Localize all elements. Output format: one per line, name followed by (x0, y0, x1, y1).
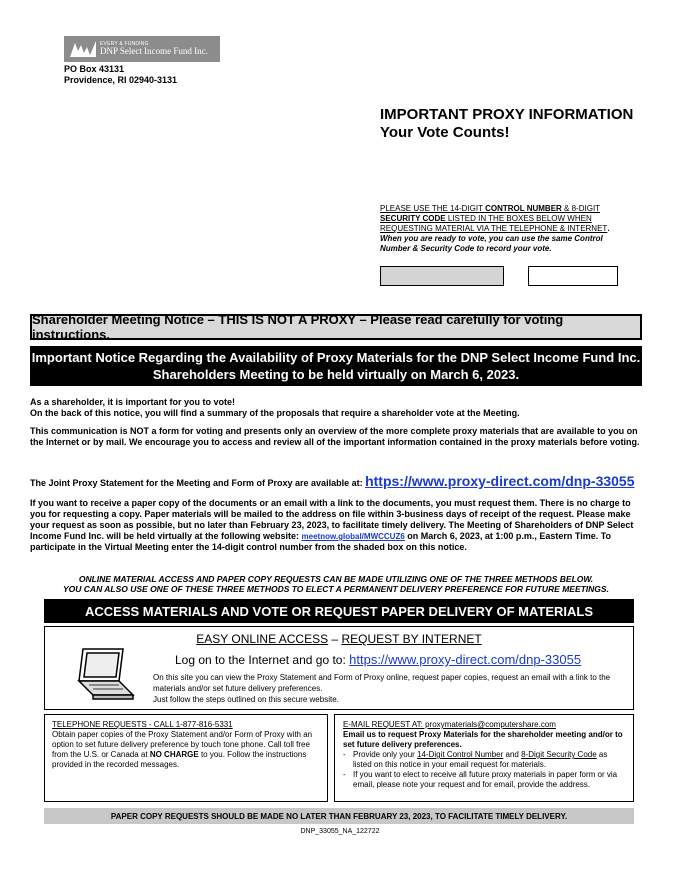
logo-mark-icon (70, 41, 96, 57)
availability-text: The Joint Proxy Statement for the Meeting and Form of Proxy are available at: (30, 478, 366, 488)
instructions-control-number: CONTROL NUMBER (485, 204, 562, 213)
email-request-box (334, 714, 634, 802)
address-line-2: Providence, RI 02940-3131 (64, 75, 178, 85)
telephone-title: TELEPHONE REQUESTS - CALL 1-877-816-5331 (52, 720, 233, 729)
paper-deadline-bar: PAPER COPY REQUESTS SHOULD BE MADE NO LATER THAN FEBRUARY 23, 2023, TO FACILITATE TIMELY DELIVERY. (44, 808, 634, 824)
telephone-no-charge: NO CHARGE (149, 750, 199, 759)
mailing-address (64, 64, 177, 86)
paper-copy-paragraph (30, 498, 642, 553)
email-bullet-2 (343, 770, 625, 790)
online-access-heading (45, 632, 633, 646)
bullet-dash: - (343, 750, 346, 759)
availability-banner-line-2: Shareholders Meeting to be held virtually on March 6, 2023. (152, 367, 520, 382)
telephone-text-2: to you. Follow the instructions provided in the recorded messages. (52, 750, 307, 769)
online-heading-sep: – (328, 632, 342, 646)
proxy-title-line-1: IMPORTANT PROXY INFORMATION (380, 106, 634, 123)
security-code-box (528, 266, 618, 286)
paper-copy-text-b: on March 6, 2023, at 1:00 p.m., Eastern Time. To participate in the Virtual Meeting enter the 14-digit control number from the shaded box on this notice. (30, 531, 612, 552)
instructions-period: . (607, 224, 610, 233)
online-logon-line (175, 652, 581, 667)
email-b1-security: 8-Digit Security Code (521, 750, 597, 759)
online-heading-right: REQUEST BY INTERNET (341, 632, 482, 646)
code-instructions (380, 204, 620, 254)
paper-copy-text-a: If you want to receive a paper copy of the documents or an email with a link to the documents, you must request them. There is no charge to you for requesting a copy. Paper materials will be mailed to the address on file within 3-business days of receipt of the request. Please make your request as soon as possible, but no later than February 23, 2023, to facilitate timely delivery. The Meeting of Shareholders of DNP Select Income Fund Inc. will be held virtually at the following website: (30, 498, 634, 541)
intro-line-2: On the back of this notice, you will find a summary of the proposals that require a shareholder vote at the Meeting. (30, 408, 520, 418)
instructions-part-2: & 8-DIGIT (561, 204, 601, 213)
logo-tagline: EVERY & FUNDING (100, 41, 149, 47)
online-description (153, 672, 623, 705)
instructions-security-code: SECURITY CODE (380, 214, 446, 223)
online-proxy-link[interactable]: https://www.proxy-direct.com/dnp-33055 (349, 652, 582, 667)
access-materials-banner: ACCESS MATERIALS AND VOTE OR REQUEST PAPER DELIVERY OF MATERIALS (44, 599, 634, 623)
intro-line-1: As a shareholder, it is important for you to vote! (30, 397, 236, 407)
control-number-box (380, 266, 504, 286)
methods-note (30, 574, 642, 594)
availability-paragraph (30, 474, 642, 490)
document-code: DNP_33055_NA_122722 (300, 828, 380, 835)
online-description-1: On this site you can view the Proxy Statement and Form of Proxy online, request paper copies, request an email with a link to the materials and/or set future delivery preferences. (153, 673, 611, 693)
overview-paragraph: This communication is NOT a form for voting and presents only an overview of the more complete proxy materials that are available to you on the Internet or by mail. We encourage you to access and review all of the important information contained in the proxy materials before voting. (30, 426, 640, 447)
fund-logo (64, 36, 220, 62)
email-b2-text: If you want to elect to receive all future proxy materials in paper form or via email, please note your request and for email, provide the address. (353, 770, 618, 789)
proxy-title-line-2: Your Vote Counts! (380, 124, 510, 141)
laptop-icon (75, 647, 137, 703)
email-bullet-1 (343, 750, 625, 770)
email-b1-control: 14-Digit Control Number (417, 750, 504, 759)
online-description-2: Just follow the steps outlined on this secure website. (153, 695, 339, 704)
email-b1-text-a: Provide only your (353, 750, 418, 759)
telephone-request-box (44, 714, 328, 802)
meetnow-link[interactable]: meetnow.global/MWCCUZ6 (301, 532, 405, 541)
telephone-text-1: Obtain paper copies of the Proxy Statement and/or Form of Proxy with an option to set future delivery preference by touch tone phone. Call toll free from the U.S. or Canada at (52, 730, 313, 759)
telephone-text (52, 730, 320, 770)
proxy-title (380, 106, 633, 142)
bullet-dash: - (343, 770, 346, 779)
email-instruction: Email us to request Proxy Materials for the shareholder meeting and/or to set future delivery preferences. (343, 730, 623, 749)
shareholder-notice-bar: Shareholder Meeting Notice – THIS IS NOT A PROXY – Please read carefully for voting instructions. (30, 314, 642, 340)
online-logon-text: Log on to the Internet and go to: (175, 653, 350, 667)
instructions-part-1: PLEASE USE THE 14-DIGIT (380, 204, 486, 213)
email-title: E-MAIL REQUEST AT: proxymaterials@computershare.com (343, 720, 556, 729)
online-heading-left: EASY ONLINE ACCESS (196, 632, 329, 646)
instructions-part-3: LISTED IN THE BOXES BELOW WHEN REQUESTING MATERIAL VIA THE TELEPHONE & INTERNET (380, 214, 608, 233)
methods-note-line-1: ONLINE MATERIAL ACCESS AND PAPER COPY REQUESTS CAN BE MADE UTILIZING ONE OF THE THREE METHODS BELOW. (78, 574, 594, 584)
availability-banner (30, 346, 642, 386)
instructions-vote-note: When you are ready to vote, you can use the same Control Number & Security Code to record your vote. (380, 234, 603, 253)
email-b1-and: and (503, 750, 522, 759)
proxy-direct-link[interactable]: https://www.proxy-direct.com/dnp-33055 (365, 473, 635, 489)
address-line-1: PO Box 43131 (64, 64, 125, 74)
methods-note-line-2: YOU CAN ALSO USE ONE OF THESE THREE METHODS TO ELECT A PERMANENT DELIVERY PREFERENCE FOR FUTURE MEETINGS. (63, 584, 609, 594)
intro-paragraph (30, 397, 642, 419)
email-b1-text-b: as listed on this notice in your email request for materials. (353, 750, 608, 769)
logo-fund-name: DNP Select Income Fund Inc. (100, 46, 208, 56)
online-access-box (44, 626, 634, 710)
availability-banner-line-1: Important Notice Regarding the Availability of Proxy Materials for the DNP Select Income Fund Inc. (31, 350, 641, 365)
